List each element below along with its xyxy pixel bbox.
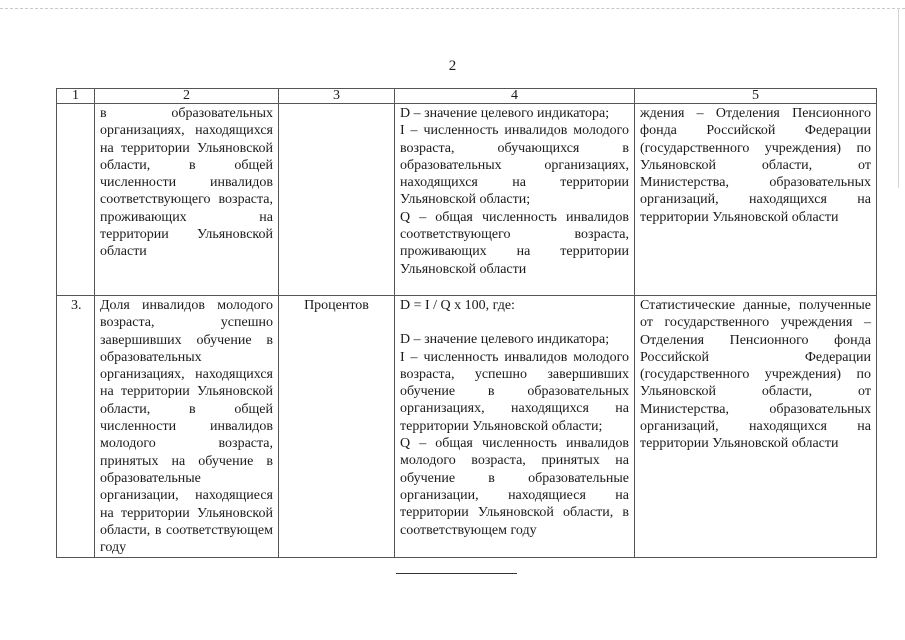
formula-line: Q – общая численность инвалидов молодого возраста, принятых на обучение в образовательные организации, находящиеся на территории Ульяновской области, в соответствующем году: [400, 436, 629, 538]
scan-edge-right: [898, 8, 899, 188]
indicator-name: в образовательных организациях, находящихся на территории Ульяновской области, в общей численности инвалидов соответствующего возраста, проживающих на территории Ульяновской области: [95, 104, 279, 296]
page-number: 2: [448, 58, 457, 74]
formula-head: D = I / Q x 100, где:: [400, 298, 515, 313]
column-number-3: 3: [279, 89, 395, 104]
formula-line: I – численность инвалидов молодого возраста, обучающихся в образовательных организациях, находящихся на территории Ульяновской области;: [400, 123, 629, 208]
end-of-document-rule: [396, 573, 517, 574]
table-header-row: [57, 89, 877, 104]
indicator-name: Доля инвалидов молодого возраста, успешно завершивших обучение в образовательных организациях, находящихся на территории Ульяновской области, в общей численности инвалидов молодого возраста, принятых на обучение в образовательные организации, находящиеся на территории Ульяновской области, в соответствующем году: [95, 296, 279, 558]
column-number-2: 2: [95, 89, 279, 104]
table-row: [57, 104, 877, 296]
column-number-5: 5: [635, 89, 877, 104]
data-source: ждения – Отделения Пенсионного фонда Российской Федерации (государственного учреждения) по Ульяновской области, от Министерства, образовательных организаций, находящихся на территории Ульяновской области: [635, 104, 877, 296]
unit-of-measure: [279, 104, 395, 296]
row-number: [57, 104, 95, 296]
scan-edge-top: [0, 8, 905, 9]
calculation-formula: [395, 296, 635, 558]
column-number-4: 4: [395, 89, 635, 104]
table-row: [57, 296, 877, 558]
indicators-table: [56, 88, 877, 558]
formula-spacer: [400, 314, 629, 331]
calculation-formula: [395, 104, 635, 296]
formula-line: Q – общая численность инвалидов соответствующего возраста, проживающих на территории Ульяновской области: [400, 209, 629, 277]
row-number: 3.: [57, 296, 95, 558]
formula-line: I – численность инвалидов молодого возраста, успешно завершивших обучение в образовательных организациях, находящихся на территории Ульяновской области;: [400, 349, 629, 434]
formula-line: D – значение целевого индикатора;: [400, 332, 610, 348]
data-source: Статистические данные, полученные от государственного учреждения – Отделения Пенсионного фонда Российской Федерации (государственного учреждения) по Ульяновской области, от Министерства, образовательных организаций, находящихся на территории Ульяновской области: [635, 296, 877, 558]
column-number-1: 1: [57, 89, 95, 104]
formula-line: D – значение целевого индикатора;: [400, 106, 610, 121]
unit-of-measure: Процентов: [279, 296, 395, 558]
